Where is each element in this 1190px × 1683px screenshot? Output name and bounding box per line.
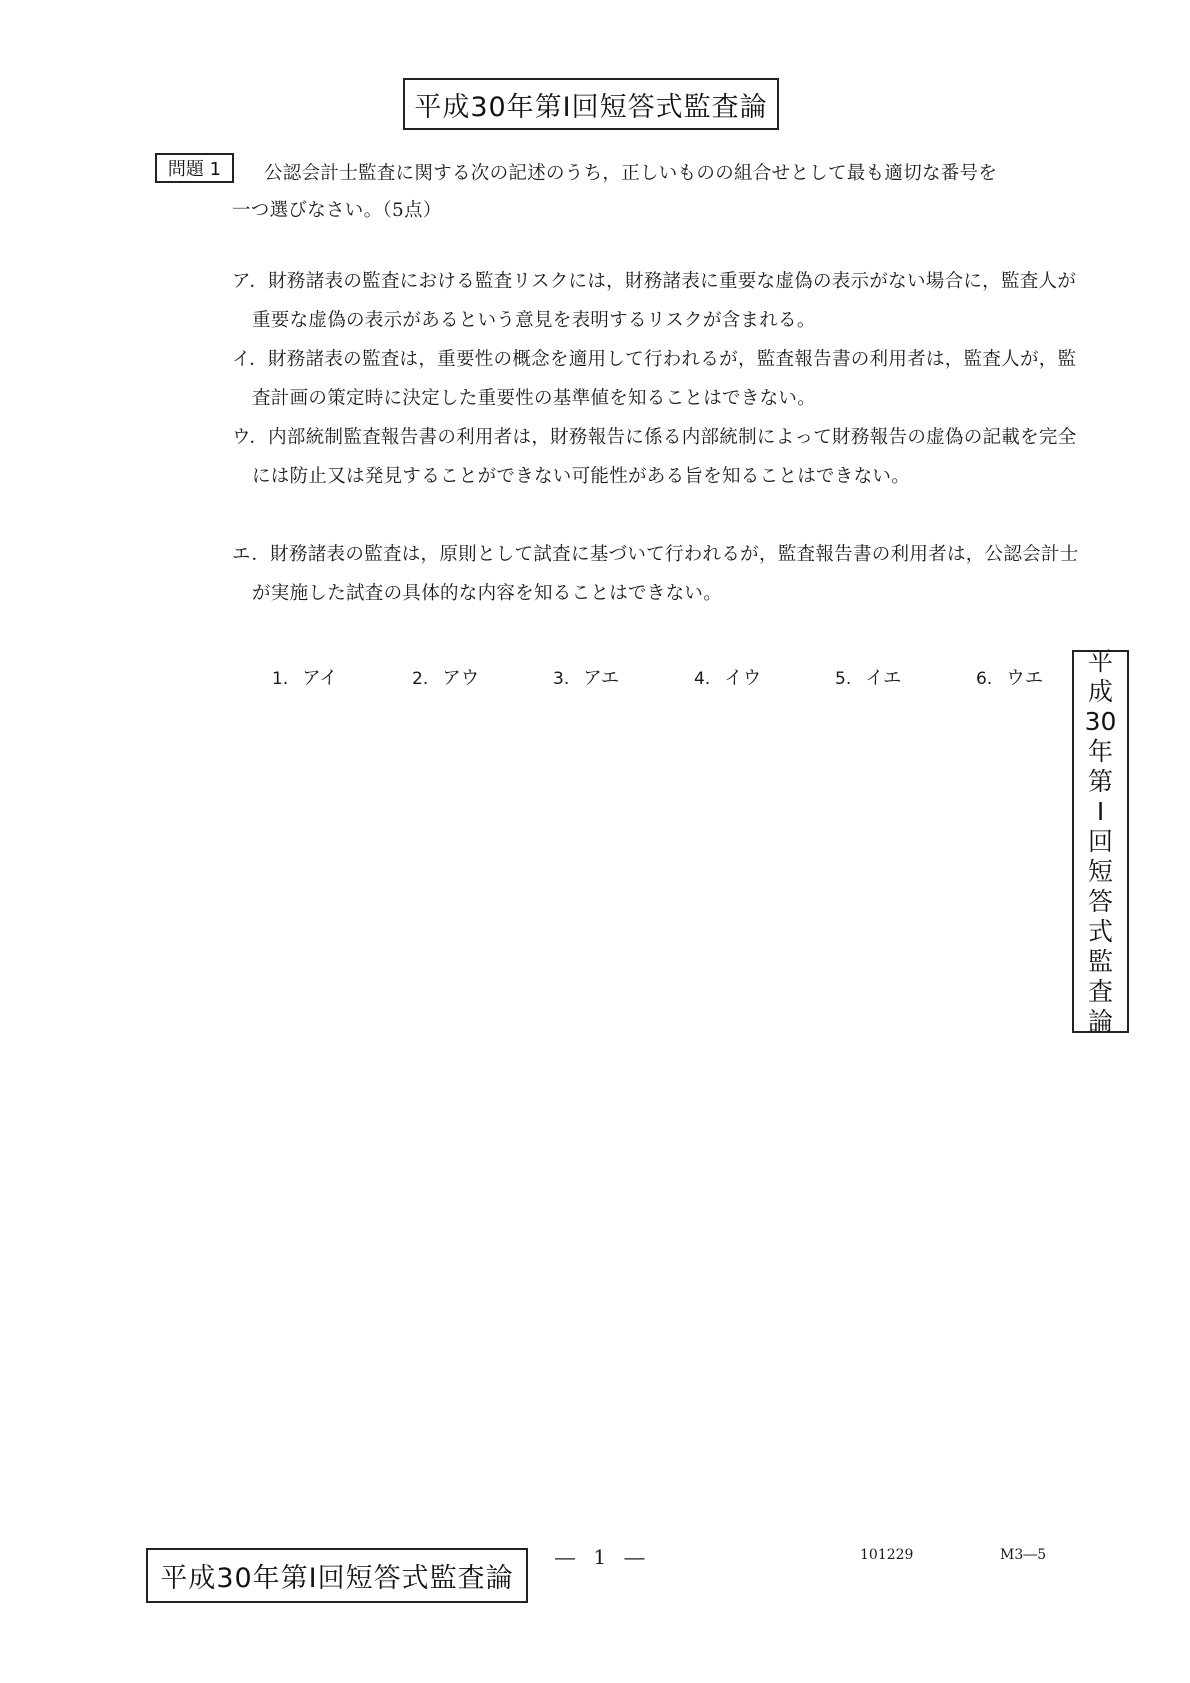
choice-4[interactable]: 4. イウ [694,668,762,689]
side-char: Ⅰ [1096,796,1105,826]
side-char: 査 [1087,976,1113,1006]
side-char: 第 [1087,766,1113,796]
question-label: 問題 1 [167,159,222,180]
question-prompt-line1: 公認会計士監査に関する次の記述のうち，正しいものの組合せとして最も適切な番号を [264,163,998,184]
exam-title-box [403,78,779,130]
statement-text: 内部統制監査報告書の利用者は，財務報告に係る内部統制によって財務報告の虚偽の記載を完全には防止又は発見することができない可能性がある旨を知ることはできない。 [252,427,1077,487]
document-code: 101229 [860,1547,914,1563]
choice-2[interactable]: 2. アウ [412,668,480,689]
answer-choices [272,664,1062,698]
page-number: ― 1 ― [555,1545,651,1569]
statement-marker: ア． [232,271,269,292]
side-char: 平 [1087,646,1113,676]
side-char: 答 [1087,886,1113,916]
footer-title: 平成30年第Ⅰ回短答式監査論 [160,1563,514,1594]
statement-marker: ウ． [232,427,269,448]
side-char: 論 [1087,1006,1113,1036]
side-title-tab [1072,646,1129,1036]
statement-u [232,418,1082,496]
choice-1[interactable]: 1. アイ [272,668,338,689]
section-code: M3―5 [1000,1547,1047,1563]
choice-3[interactable]: 3. アエ [553,668,620,689]
statement-marker: イ． [232,349,268,370]
choice-5[interactable]: 5. イエ [835,668,902,689]
statement-marker: エ． [232,544,271,565]
exam-title: 平成30年第Ⅰ回短答式監査論 [414,91,768,123]
side-char: 成 [1087,676,1113,706]
side-char: 30 [1084,706,1117,736]
choice-6[interactable]: 6. ウエ [976,668,1044,689]
statement-text: 財務諸表の監査における監査リスクには，財務諸表に重要な虚偽の表示がない場合に，監査人が重要な虚偽の表示があるという意見を表明するリスクが含まれる。 [252,271,1077,331]
question-prompt [232,155,1048,229]
side-char: 回 [1087,826,1113,856]
footer-title-box [146,1548,528,1603]
side-char: 式 [1087,916,1113,946]
statement-text: 財務諸表の監査は，原則として試査に基づいて行われるが，監査報告書の利用者は，公認会計士が実施した試査の具体的な内容を知ることはできない。 [252,544,1079,604]
statement-a [232,262,1082,340]
statement-e [232,535,1082,613]
statement-i [232,340,1082,418]
statement-text: 財務諸表の監査は，重要性の概念を適用して行われるが，監査報告書の利用者は，監査人が，監査計画の策定時に決定した重要性の基準値を知ることはできない。 [252,349,1077,409]
question-label-box [155,153,234,183]
side-char: 年 [1087,736,1113,766]
side-char: 監 [1087,946,1113,976]
side-char: 短 [1087,856,1113,886]
question-prompt-line2: 一つ選びなさい。（5点） [232,200,442,221]
